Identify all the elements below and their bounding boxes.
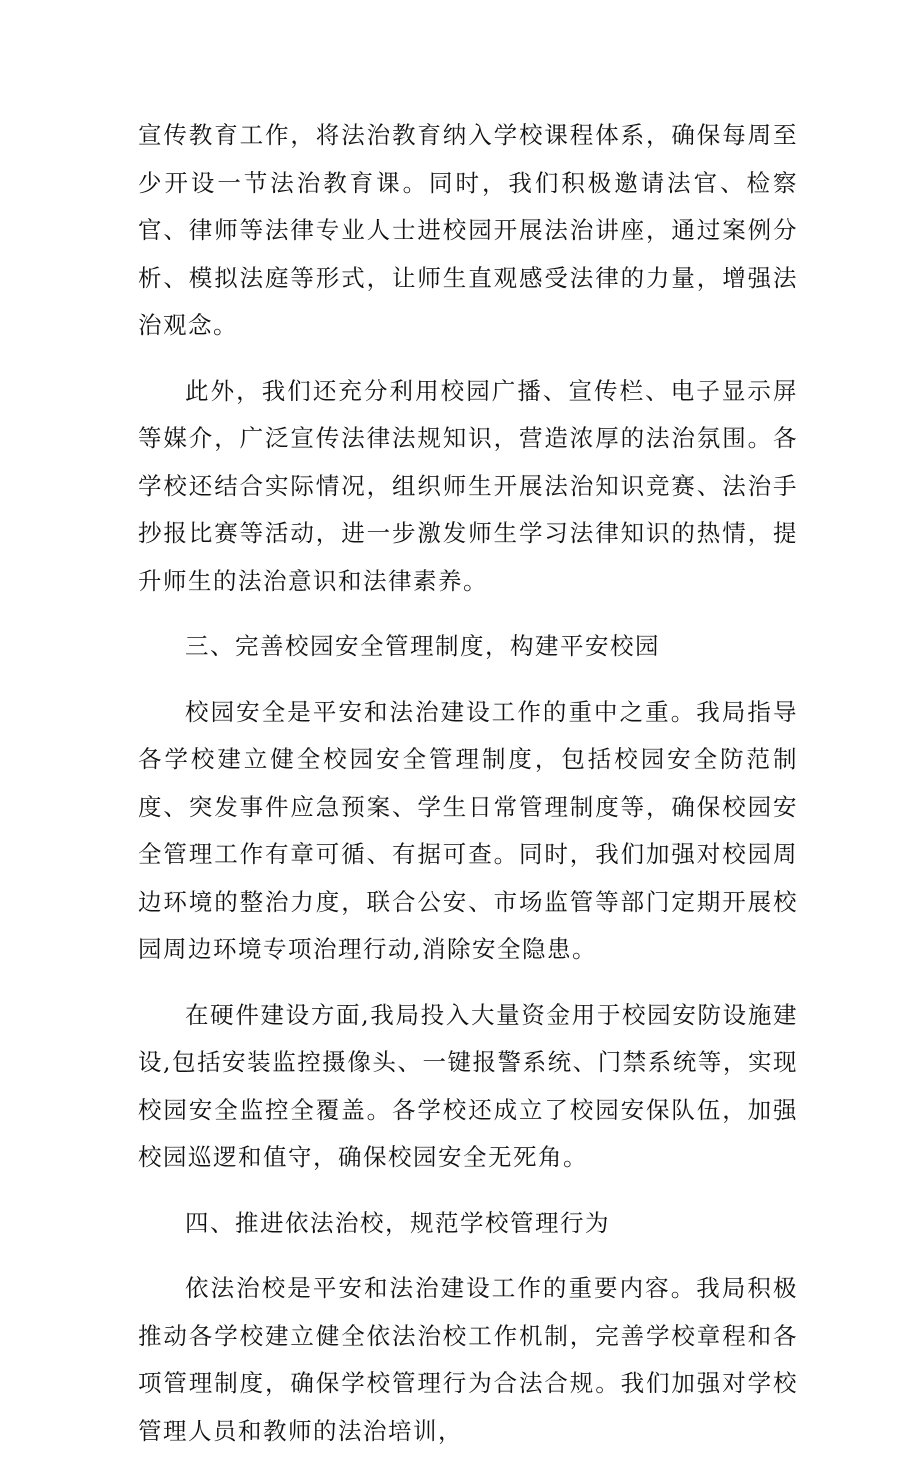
document-body xyxy=(138,112,798,1473)
section-heading-3-campus-safety: 三、完善校园安全管理制度，构建平安校园 xyxy=(185,632,660,660)
paragraph-hardware-construction: 在硬件建设方面,我局投入大量资金用于校园安防设施建设,包括安装监控摄像头、一键报警系统、门禁系统等，实现校园安全监控全覆盖。各学校还成立了校园安保队伍，加强校园巡逻和值守，确保校园安全无死角。 xyxy=(138,1000,798,1171)
section-heading-4-rule-of-law: 四、推进依法治校，规范学校管理行为 xyxy=(185,1208,610,1237)
paragraph-campus-media-publicity: 此外，我们还充分利用校园广播、宣传栏、电子显示屏等媒介，广泛宣传法律法规知识，营造浓厚的法治氛围。各学校还结合实际情况，组织师生开展法治知识竞赛、法治手抄报比赛等活动，进一步激发师生学习法律知识的热情，提升师生的法治意识和法律素养。 xyxy=(138,376,798,595)
paragraph-rule-of-law-school: 依法治校是平安和法治建设工作的重要内容。我局积极推动各学校建立健全依法治校工作机制，完善学校章程和各项管理制度，确保学校管理行为合法合规。我们加强对学校管理人员和教师的法治培训， xyxy=(138,1274,798,1445)
paragraph-legal-education-continued: 宣传教育工作，将法治教育纳入学校课程体系，确保每周至少开设一节法治教育课。同时，我们积极邀请法官、检察官、律师等法律专业人士进校园开展法治讲座，通过案例分析、模拟法庭等形式，让师生直观感受法律的力量，增强法治观念。 xyxy=(138,121,798,339)
paragraph-safety-management-system: 校园安全是平安和法治建设工作的重中之重。我局指导各学校建立健全校园安全管理制度，包括校园安全防范制度、突发事件应急预案、学生日常管理制度等，确保校园安全管理工作有章可循、有据可查。同时，我们加强对校园周边环境的整治力度，联合公安、市场监管等部门定期开展校园周边环境专项治理行动,消除安全隐患。 xyxy=(138,697,798,963)
